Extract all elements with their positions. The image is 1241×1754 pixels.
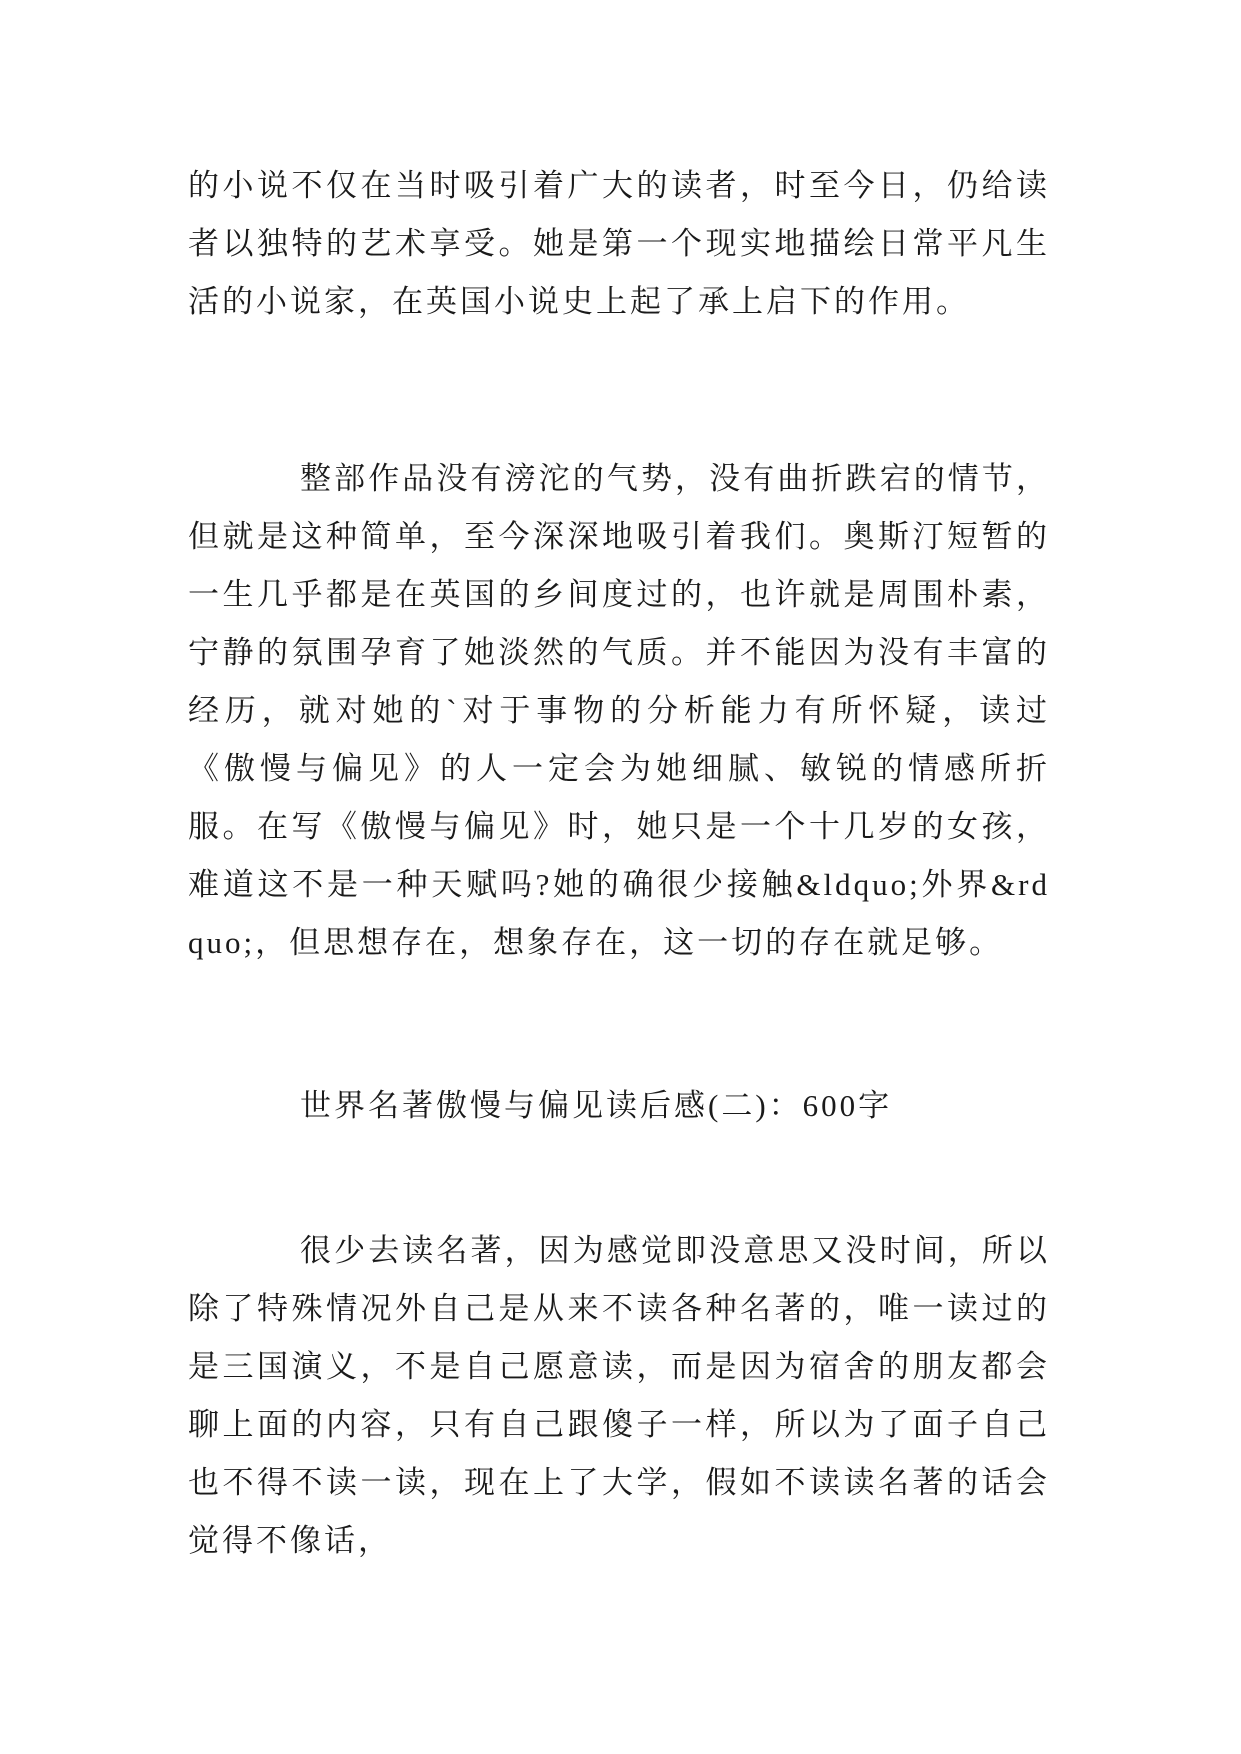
body-paragraph-1: 的小说不仅在当时吸引着广大的读者，时至今日，仍给读者以独特的艺术享受。她是第一个现实地描绘日常平凡生活的小说家，在英国小说史上起了承上启下的作用。 [188, 168, 1050, 319]
section-subtitle: 世界名著傲慢与偏见读后感(二)：600字 [300, 1088, 893, 1123]
body-paragraph-2: 整部作品没有滂沱的气势，没有曲折跌宕的情节，但就是这种简单，至今深深地吸引着我们。奥斯汀短暂的一生几乎都是在英国的乡间度过的，也许就是周围朴素，宁静的氛围孕育了她淡然的气质。并不能因为没有丰富的经历，就对她的`对于事物的分析能力有所怀疑，读过《傲慢与偏见》的人一定会为她细腻、敏锐的情感所折服。在写《傲慢与偏见》时，她只是一个十几岁的女孩，难道这不是一种天赋吗?她的确很少接触&ldquo;外界&rdquo;，但思想存在，想象存在，这一切的存在就足够。 [188, 461, 1050, 960]
body-paragraph-3: 很少去读名著，因为感觉即没意思又没时间，所以除了特殊情况外自己是从来不读各种名著的，唯一读过的是三国演义，不是自己愿意读，而是因为宿舍的朋友都会聊上面的内容，只有自己跟傻子一样，所以为了面子自己也不得不读一读，现在上了大学，假如不读读名著的话会觉得不像话， [188, 1233, 1050, 1558]
